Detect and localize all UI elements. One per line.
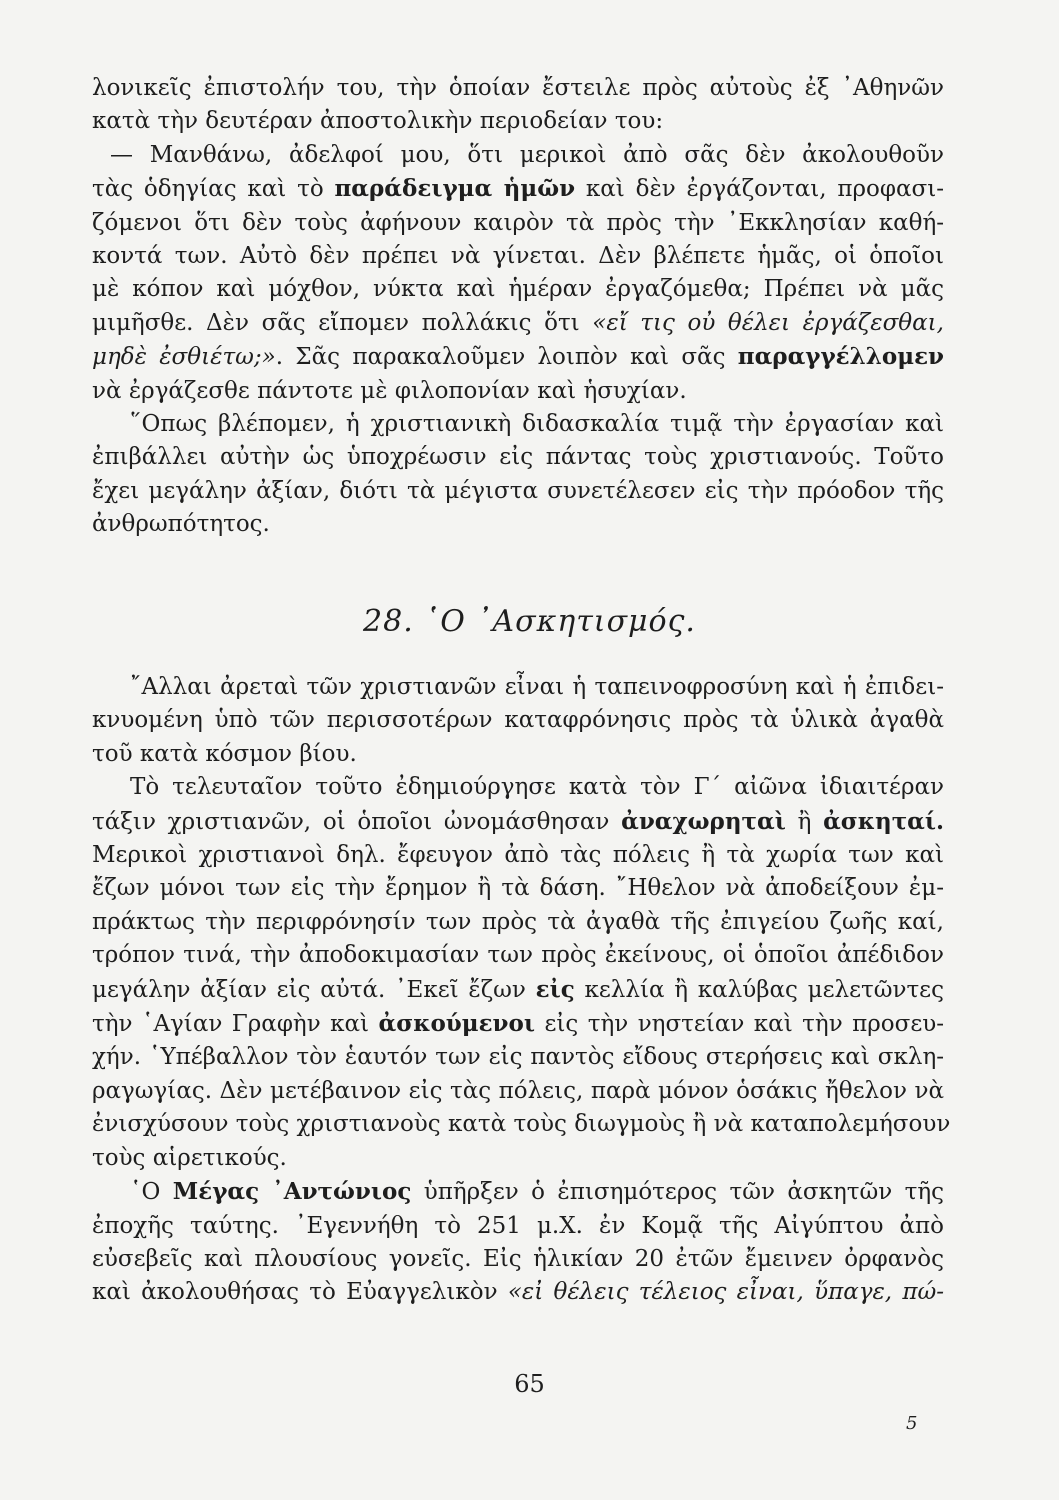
text-line: τὴν ῾Αγίαν Γραφὴν καὶ ἀσκούμενοι εἰς τὴν νηστείαν καὶ τὴν προσευ- [92, 1010, 944, 1038]
text-line: νὰ ἐργάζεσθε πάντοτε μὲ φιλοπονίαν καὶ ἡσυχίαν. [92, 377, 687, 404]
text-line: κατὰ τὴν δευτέραν ἀποστολικὴν περιοδείαν του: [92, 108, 664, 135]
text-line: Μερικοὶ χριστιανοὶ δηλ. ἔφευγον ἀπὸ τὰς πόλεις ἢ τὰ χωρία των καὶ [92, 842, 944, 869]
bold-term: ἀναχωρηταὶ [621, 807, 786, 835]
text-line: πράκτως τὴν περιφρόνησίν των πρὸς τὰ ἀγαθὰ τῆς ἐπιγείου ζωῆς καί, [92, 908, 944, 935]
text-line: τρόπον τινά, τὴν ἀποδοκιμασίαν των πρὸς ἐκείνους, οἱ ὁποῖοι ἀπέδιδον [92, 942, 944, 969]
text-line: μὲ κόπον καὶ μόχθον, νύκτα καὶ ἡμέραν ἐργαζόμεθα; Πρέπει νὰ μᾶς [92, 276, 944, 303]
text-line: ῞Οπως βλέπομεν, ἡ χριστιανικὴ διδασκαλία τιμᾷ τὴν ἐργασίαν καὶ [130, 411, 944, 438]
section-heading: 28. ῾Ο ᾿Ασκητισμός. [363, 604, 696, 639]
text-line: — Μανθάνω, ἀδελφοί μου, ὅτι μερικοὶ ἀπὸ σᾶς δὲν ἀκολουθοῦν [110, 141, 944, 168]
text-line: τὰς ὁδηγίας καὶ τὸ παράδειγμα ἡμῶν καὶ δὲν ἐργάζονται, προφασι- [92, 175, 944, 203]
text-line: ἐνισχύσουν τοὺς χριστιανοὺς κατὰ τοὺς διωγμοὺς ἢ νὰ καταπολεμήσουν [92, 1111, 951, 1138]
text-line: ἀνθρωπότητος. [92, 511, 270, 538]
text-line: κοντά των. Αὐτὸ δὲν πρέπει νὰ γίνεται. Δὲν βλέπετε ἡμᾶς, οἱ ὁποῖοι [92, 243, 944, 270]
text-line: εὐσεβεῖς καὶ πλουσίους γονεῖς. Εἰς ἡλικίαν 20 ἐτῶν ἔμεινεν ὀρφανὸς [92, 1245, 944, 1272]
text-line: τοὺς αἱρετικούς. [92, 1144, 287, 1171]
text-line: τάξιν χριστιανῶν, οἱ ὁποῖοι ὠνομάσθησαν ἀναχωρηταὶ ἢ ἀσκηταί. [92, 807, 945, 835]
bold-term: εἰς [535, 975, 575, 1003]
text-line: ραγωγίας. Δὲν μετέβαινον εἰς τὰς πόλεις, παρὰ μόνον ὁσάκις ἤθελον νὰ [92, 1077, 944, 1104]
text-line: ἔζων μόνοι των εἰς τὴν ἔρημον ἢ τὰ δάση. ῎Ηθελον νὰ ἀποδείξουν ἐμ- [92, 875, 944, 902]
italic-quote: «εἰ θέλεις τέλειος εἶναι, ὕπαγε, πώ- [507, 1279, 944, 1306]
bold-phrase: παραγγέλλομεν [737, 343, 945, 371]
italic-quote: «εἴ τις οὐ θέλει ἐργάζεσθαι, [592, 309, 944, 336]
text-line: ἐποχῆς ταύτης. ᾿Εγεννήθη τὸ 251 μ.Χ. ἐν Κομᾷ τῆς Αἰγύπτου ἀπὸ [92, 1212, 944, 1239]
page-number: 65 [514, 1370, 545, 1398]
text-line: μηδὲ ἐσθιέτω;». Σᾶς παρακαλοῦμεν λοιπὸν καὶ σᾶς παραγγέλλομεν [92, 343, 945, 371]
text-line: ἐπιβάλλει αὐτὴν ὡς ὑποχρέωσιν εἰς πάντας τοὺς χριστιανούς. Τοῦτο [92, 444, 944, 471]
text-line: ῎Αλλαι ἀρεταὶ τῶν χριστιανῶν εἶναι ἡ ταπεινοφροσύνη καὶ ἡ ἐπιδει- [130, 674, 944, 700]
bold-name: Μέγας ᾿Αντώνιος [172, 1178, 412, 1206]
text-line: μεγάλην ἀξίαν εἰς αὐτά. ᾿Εκεῖ ἔζων εἰς κελλία ἢ καλύβας μελετῶντες [92, 975, 944, 1003]
text-line: κνυομένη ὑπὸ τῶν περισσοτέρων καταφρόνησις πρὸς τὰ ὑλικὰ ἀγαθὰ [92, 707, 944, 734]
text-line: καὶ ἀκολουθήσας τὸ Εὐαγγελικὸν «εἰ θέλεις τέλειος εἶναι, ὕπαγε, πώ- [92, 1279, 944, 1306]
paragraph-block-bottom [92, 671, 951, 1310]
bold-phrase: παράδειγμα ἡμῶν [334, 175, 576, 203]
paragraph-block-top [92, 72, 944, 542]
text-line: ζόμενοι ὅτι δὲν τοὺς ἀφήνουν καιρὸν τὰ πρὸς τὴν ᾿Εκκλησίαν καθή- [92, 209, 944, 236]
text-line: ἔχει μεγάλην ἀξίαν, διότι τὰ μέγιστα συνετέλεσεν εἰς τὴν πρόοδον τῆς [92, 477, 944, 504]
text-line: μιμῆσθε. Δὲν σᾶς εἴπομεν πολλάκις ὅτι «εἴ τις οὐ θέλει ἐργάζεσθαι, [92, 309, 944, 336]
text-line: χήν. ῾Υπέβαλλον τὸν ἑαυτόν των εἰς παντὸς εἴδους στερήσεις καὶ σκλη- [92, 1044, 944, 1071]
bold-term: ἀσκούμενοι [378, 1010, 535, 1038]
text-line: λονικεῖς ἐπιστολήν του, τὴν ὁποίαν ἔστειλε πρὸς αὐτοὺς ἐξ ᾿Αθηνῶν [92, 75, 944, 101]
text-line: ῾Ο Μέγας ᾿Αντώνιος ὑπῆρξεν ὁ ἐπισημότερος τῶν ἀσκητῶν τῆς [130, 1178, 945, 1206]
bold-term: ἀσκηταί. [823, 807, 945, 835]
text-line: Τὸ τελευταῖον τοῦτο ἐδημιούργησε κατὰ τὸν Γ΄ αἰῶνα ἰδιαιτέραν [130, 774, 944, 801]
text-line: τοῦ κατὰ κόσμον βίου. [92, 740, 357, 767]
italic-quote: μηδὲ ἐσθιέτω;» [92, 344, 276, 371]
signature-mark: 5 [906, 1413, 918, 1434]
